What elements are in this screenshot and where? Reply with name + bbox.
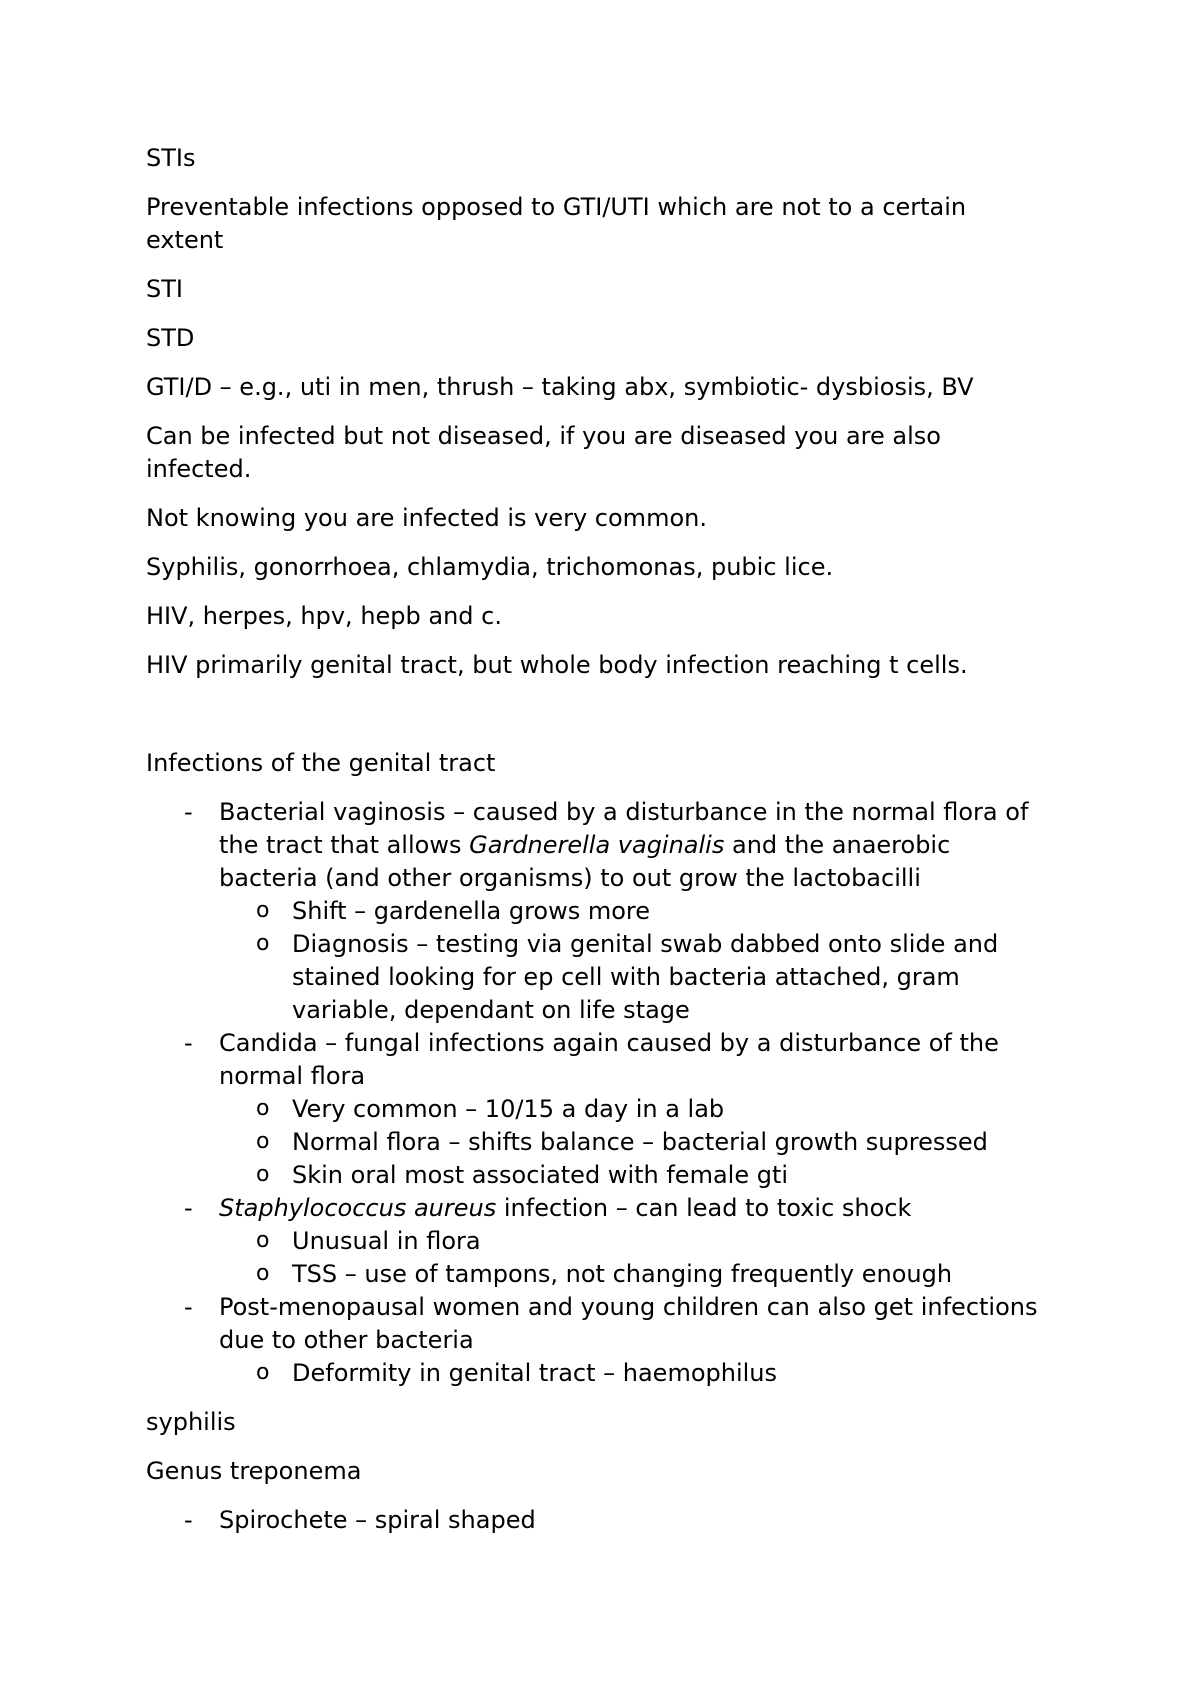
bv-text-start: Bacterial vaginosis – caused by a disturbance in the normal flora of the tract that allows: [219, 798, 1029, 859]
list-item-staphylococcus: [146, 1192, 1050, 1291]
postmeno-text: Post-menopausal women and young children can also get infections due to other bacteria: [219, 1293, 1038, 1354]
sublist-text: Normal flora – shifts balance – bacterial growth supressed: [292, 1128, 988, 1156]
viral-sti-list: HIV, herpes, hpv, hepb and c.: [146, 602, 502, 630]
spirochete-text: Spirochete – spiral shaped: [219, 1506, 536, 1534]
postmeno-sublist: [219, 1357, 1050, 1390]
circle-bullet: o: [256, 898, 270, 923]
circle-bullet: o: [256, 1096, 270, 1121]
sublist-item: [219, 1225, 1050, 1258]
gtid-line: GTI/D – e.g., uti in men, thrush – taking abx, symbiotic- dysbiosis, BV: [146, 373, 974, 401]
dash-bullet: -: [184, 1029, 193, 1057]
sublist-item: [219, 1357, 1050, 1390]
genus-line: Genus treponema: [146, 1457, 362, 1485]
circle-bullet: o: [256, 1261, 270, 1286]
section-heading-genital-tract: Infections of the genital tract: [146, 749, 496, 777]
sti-line: STI: [146, 275, 183, 303]
candida-text: Candida – fungal infections again caused by a disturbance of the normal flora: [219, 1029, 999, 1090]
bacterial-sti-list: Syphilis, gonorrhoea, chlamydia, trichomonas, pubic lice.: [146, 553, 834, 581]
section-heading-syphilis: syphilis: [146, 1408, 236, 1436]
std-line: STD: [146, 324, 195, 352]
circle-bullet: o: [256, 931, 270, 956]
syphilis-list: [146, 1504, 1050, 1537]
dash-bullet: -: [184, 1194, 193, 1222]
list-item-spirochete: [146, 1504, 1050, 1537]
dash-bullet: -: [184, 798, 193, 826]
bv-sublist: [219, 895, 1050, 1027]
staph-sublist: [219, 1225, 1050, 1291]
sublist-text: Unusual in flora: [292, 1227, 481, 1255]
circle-bullet: o: [256, 1129, 270, 1154]
bv-organism-italic: Gardnerella vaginalis: [469, 831, 725, 859]
candida-sublist: [219, 1093, 1050, 1192]
staph-text: infection – can lead to toxic shock: [496, 1194, 912, 1222]
circle-bullet: o: [256, 1228, 270, 1253]
sublist-text: Deformity in genital tract – haemophilus: [292, 1359, 778, 1387]
bv-text-end: and the anaerobic bacteria (and other organisms) to out grow the lactobacilli: [219, 831, 951, 892]
circle-bullet: o: [256, 1162, 270, 1187]
sublist-text: Skin oral most associated with female gti: [292, 1161, 789, 1189]
dash-bullet: -: [184, 1293, 193, 1321]
list-item-post-menopausal: [146, 1291, 1050, 1390]
sublist-text: Diagnosis – testing via genital swab dabbed onto slide and stained looking for ep cell with bacteria attached, gram variable, dependant on life stage: [292, 930, 999, 1024]
list-item-candida: [146, 1027, 1050, 1192]
genital-infections-list: [146, 796, 1050, 1390]
sublist-item: [219, 1159, 1050, 1192]
document-title: STIs: [146, 144, 196, 172]
dash-bullet: -: [184, 1506, 193, 1534]
staph-organism-italic: Staphylococcus aureus: [219, 1194, 497, 1222]
blank-line: [146, 698, 1050, 747]
infected-paragraph: Can be infected but not diseased, if you are diseased you are also infected.: [146, 422, 941, 483]
sublist-text: Very common – 10/15 a day in a lab: [292, 1095, 725, 1123]
sublist-item: [219, 1093, 1050, 1126]
sublist-item: [219, 895, 1050, 928]
sublist-item: [219, 1126, 1050, 1159]
list-item-bacterial-vaginosis: [146, 796, 1050, 1027]
not-knowing-line: Not knowing you are infected is very common.: [146, 504, 707, 532]
hiv-line: HIV primarily genital tract, but whole body infection reaching t cells.: [146, 651, 968, 679]
sublist-item: [219, 1258, 1050, 1291]
intro-paragraph: Preventable infections opposed to GTI/UTI which are not to a certain extent: [146, 193, 967, 254]
sublist-text: Shift – gardenella grows more: [292, 897, 651, 925]
circle-bullet: o: [256, 1360, 270, 1385]
sublist-text: TSS – use of tampons, not changing frequently enough: [292, 1260, 953, 1288]
sublist-item: [219, 928, 1050, 1027]
